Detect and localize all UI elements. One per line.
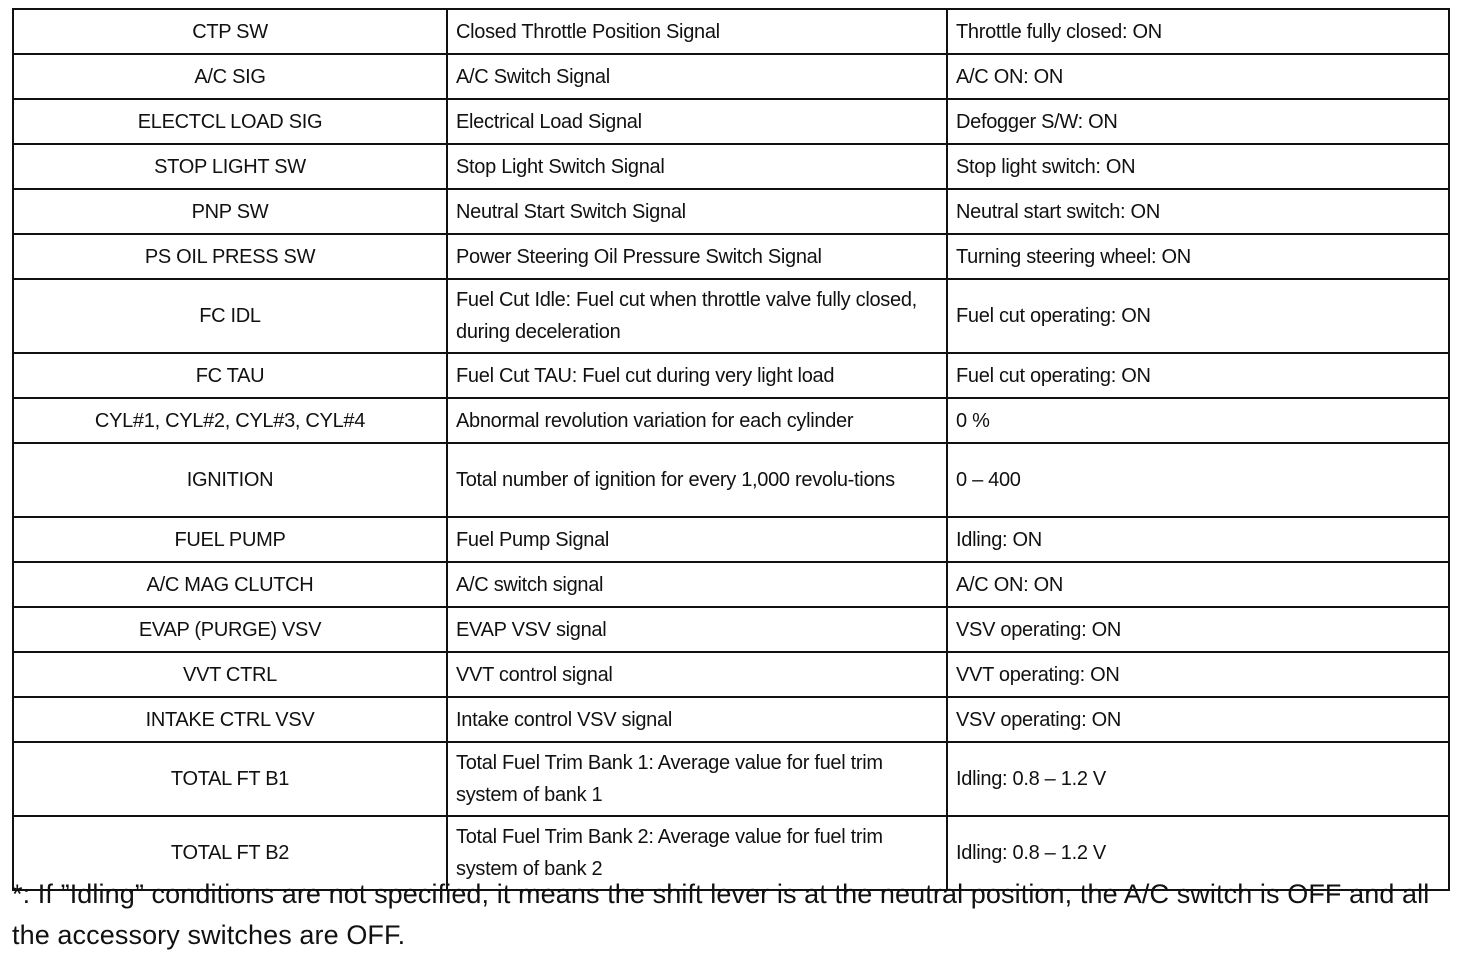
item-cell: PS OIL PRESS SW <box>13 234 447 279</box>
description-cell: Intake control VSV signal <box>447 697 947 742</box>
condition-cell: Fuel cut operating: ON <box>947 279 1449 353</box>
item-cell: TOTAL FT B2 <box>13 816 447 890</box>
table-row <box>13 99 1449 144</box>
description-cell: Neutral Start Switch Signal <box>447 189 947 234</box>
table-row <box>13 697 1449 742</box>
table-row <box>13 517 1449 562</box>
description-cell: Fuel Cut Idle: Fuel cut when throttle valve fully closed, during deceleration <box>447 279 947 353</box>
description-cell: Total number of ignition for every 1,000 revolu-tions <box>447 443 947 517</box>
table-row <box>13 9 1449 54</box>
table-row <box>13 607 1449 652</box>
table-row <box>13 562 1449 607</box>
description-cell: VVT control signal <box>447 652 947 697</box>
description-cell: EVAP VSV signal <box>447 607 947 652</box>
description-cell: A/C Switch Signal <box>447 54 947 99</box>
table-row <box>13 54 1449 99</box>
description-cell: Fuel Pump Signal <box>447 517 947 562</box>
condition-cell: Fuel cut operating: ON <box>947 353 1449 398</box>
condition-cell: VSV operating: ON <box>947 697 1449 742</box>
item-cell: FC TAU <box>13 353 447 398</box>
table-row <box>13 279 1449 353</box>
idling-footnote: *: If ”Idling” conditions are not specified, it means the shift lever is at the neutral position, the A/C switch is OFF and all the accessory switches are OFF. <box>12 879 1430 950</box>
item-cell: CYL#1, CYL#2, CYL#3, CYL#4 <box>13 398 447 443</box>
description-cell: Abnormal revolution variation for each cylinder <box>447 398 947 443</box>
description-cell: Fuel Cut TAU: Fuel cut during very light load <box>447 353 947 398</box>
data-list-table <box>12 8 1450 891</box>
table-row <box>13 443 1449 517</box>
item-cell: VVT CTRL <box>13 652 447 697</box>
item-cell: INTAKE CTRL VSV <box>13 697 447 742</box>
item-cell: FC IDL <box>13 279 447 353</box>
condition-cell: Idling: 0.8 – 1.2 V <box>947 742 1449 816</box>
condition-cell: Stop light switch: ON <box>947 144 1449 189</box>
table-row <box>13 652 1449 697</box>
description-cell: Total Fuel Trim Bank 1: Average value for fuel trim system of bank 1 <box>447 742 947 816</box>
condition-cell: Turning steering wheel: ON <box>947 234 1449 279</box>
data-list-sheet <box>12 8 1450 891</box>
description-cell: Total Fuel Trim Bank 2: Average value for fuel trim system of bank 2 <box>447 816 947 890</box>
table-row <box>13 353 1449 398</box>
condition-cell: 0 – 400 <box>947 443 1449 517</box>
table-row <box>13 189 1449 234</box>
table-row <box>13 742 1449 816</box>
description-cell: Power Steering Oil Pressure Switch Signal <box>447 234 947 279</box>
item-cell: A/C SIG <box>13 54 447 99</box>
condition-cell: Neutral start switch: ON <box>947 189 1449 234</box>
condition-cell: Idling: 0.8 – 1.2 V <box>947 816 1449 890</box>
condition-cell: Defogger S/W: ON <box>947 99 1449 144</box>
description-cell: Electrical Load Signal <box>447 99 947 144</box>
description-cell: Stop Light Switch Signal <box>447 144 947 189</box>
description-cell: Closed Throttle Position Signal <box>447 9 947 54</box>
item-cell: A/C MAG CLUTCH <box>13 562 447 607</box>
item-cell: FUEL PUMP <box>13 517 447 562</box>
item-cell: IGNITION <box>13 443 447 517</box>
item-cell: EVAP (PURGE) VSV <box>13 607 447 652</box>
item-cell: CTP SW <box>13 9 447 54</box>
table-row <box>13 144 1449 189</box>
description-cell: A/C switch signal <box>447 562 947 607</box>
item-cell: PNP SW <box>13 189 447 234</box>
condition-cell: 0 % <box>947 398 1449 443</box>
condition-cell: Idling: ON <box>947 517 1449 562</box>
condition-cell: Throttle fully closed: ON <box>947 9 1449 54</box>
condition-cell: VVT operating: ON <box>947 652 1449 697</box>
item-cell: ELECTCL LOAD SIG <box>13 99 447 144</box>
condition-cell: A/C ON: ON <box>947 54 1449 99</box>
condition-cell: VSV operating: ON <box>947 607 1449 652</box>
table-row <box>13 234 1449 279</box>
item-cell: STOP LIGHT SW <box>13 144 447 189</box>
item-cell: TOTAL FT B1 <box>13 742 447 816</box>
condition-cell: A/C ON: ON <box>947 562 1449 607</box>
table-row <box>13 398 1449 443</box>
